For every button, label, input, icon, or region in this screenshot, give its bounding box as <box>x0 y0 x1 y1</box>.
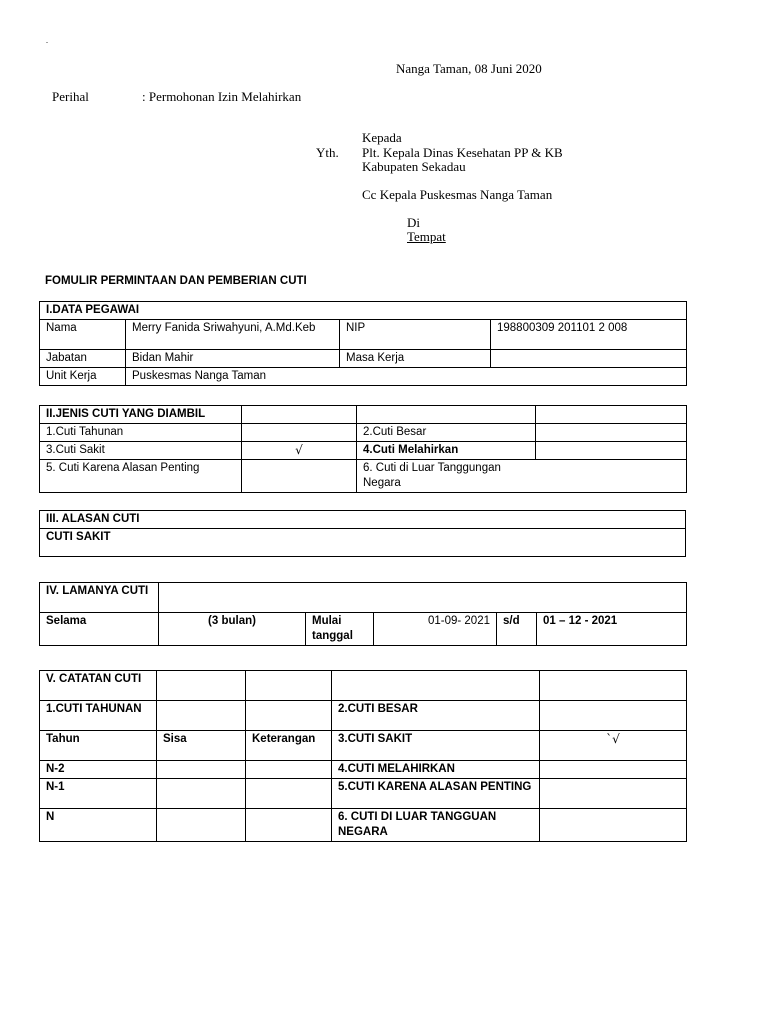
section2-title: II.JENIS CUTI YANG DIAMBIL <box>40 406 242 424</box>
stray-dot: . <box>46 36 48 45</box>
mulai-tanggal-label: Mulai tanggal <box>306 613 374 646</box>
yth-text: Yth. <box>316 145 339 160</box>
empty-cell <box>536 406 687 424</box>
cuti-luar-tanggungan-label: 6. Cuti di Luar Tanggungan Negara <box>357 460 687 493</box>
perihal-label: Perihal <box>52 89 89 104</box>
catatan-sakit-checkmark: `√ <box>540 731 687 761</box>
empty-cell <box>540 809 687 842</box>
cuti-besar-label: 2.Cuti Besar <box>357 424 536 442</box>
di-text: Di <box>407 215 420 230</box>
catatan-sakit-label: 3.CUTI SAKIT <box>332 731 540 761</box>
selama-label: Selama <box>40 613 159 646</box>
form-title: FOMULIR PERMINTAAN DAN PEMBERIAN CUTI <box>45 275 307 287</box>
tanggal-mulai-value: 01-09- 2021 <box>374 613 497 646</box>
section4-title: IV. LAMANYA CUTI <box>40 583 159 613</box>
table-alasan-cuti <box>39 510 686 557</box>
place-date: Nanga Taman, 08 Juni 2020 <box>396 61 542 76</box>
empty-cell <box>246 671 332 701</box>
col-sisa-header: Sisa <box>157 731 246 761</box>
empty-cell <box>540 761 687 779</box>
tempat-text: Tempat <box>407 229 446 244</box>
empty-cell <box>540 671 687 701</box>
empty-cell <box>540 779 687 809</box>
col-keterangan-header: Keterangan <box>246 731 332 761</box>
table-catatan-cuti <box>39 670 687 842</box>
empty-cell <box>246 761 332 779</box>
cuti-besar-mark <box>536 424 687 442</box>
unit-kerja-value: Puskesmas Nanga Taman <box>126 368 687 386</box>
row-n2-label: N-2 <box>40 761 157 779</box>
row-n-label: N <box>40 809 157 842</box>
recipient-line2: Kabupaten Sekadau <box>362 159 466 174</box>
col-tahun-header: Tahun <box>40 731 157 761</box>
recipient-line1: Plt. Kepala Dinas Kesehatan PP & KB <box>362 145 563 160</box>
masa-kerja-value <box>491 350 687 368</box>
empty-cell <box>357 406 536 424</box>
nip-label: NIP <box>340 320 491 350</box>
jabatan-label: Jabatan <box>40 350 126 368</box>
cuti-sakit-label: 3.Cuti Sakit <box>40 442 242 460</box>
catatan-melahirkan-label: 4.CUTI MELAHIRKAN <box>332 761 540 779</box>
empty-cell <box>246 701 332 731</box>
cuti-alasan-penting-mark <box>242 460 357 493</box>
cuti-melahirkan-label: 4.Cuti Melahirkan <box>357 442 536 460</box>
catatan-besar-label: 2.CUTI BESAR <box>332 701 540 731</box>
section1-title: I.DATA PEGAWAI <box>40 302 687 320</box>
cuti-alasan-penting-label: 5. Cuti Karena Alasan Penting <box>40 460 242 493</box>
empty-cell <box>157 671 246 701</box>
empty-cell <box>159 583 687 613</box>
section5-title: V. CATATAN CUTI <box>40 671 157 701</box>
cc-line: Cc Kepala Puskesmas Nanga Taman <box>362 187 553 202</box>
table-lamanya-cuti <box>39 582 687 646</box>
cuti-tahunan-label: 1.Cuti Tahunan <box>40 424 242 442</box>
catatan-tahunan-label: 1.CUTI TAHUNAN <box>40 701 157 731</box>
jabatan-value: Bidan Mahir <box>126 350 340 368</box>
masa-kerja-label: Masa Kerja <box>340 350 491 368</box>
cuti-sakit-checkmark: √ <box>242 442 357 460</box>
cuti-tahunan-mark <box>242 424 357 442</box>
perihal-value: : Permohonan Izin Melahirkan <box>142 89 302 104</box>
table-data-pegawai <box>39 301 687 386</box>
section3-title: III. ALASAN CUTI <box>40 511 686 529</box>
catatan-alasan-penting-label: 5.CUTI KARENA ALASAN PENTING <box>332 779 540 809</box>
empty-cell <box>246 809 332 842</box>
empty-cell <box>246 779 332 809</box>
empty-cell <box>157 701 246 731</box>
row-n1-label: N-1 <box>40 779 157 809</box>
empty-cell <box>157 809 246 842</box>
alasan-cuti-value: CUTI SAKIT <box>40 529 686 557</box>
catatan-luar-tanggungan-label: 6. CUTI DI LUAR TANGGUAN NEGARA <box>332 809 540 842</box>
durasi-value: (3 bulan) <box>159 613 306 646</box>
empty-cell <box>157 779 246 809</box>
nama-value: Merry Fanida Sriwahyuni, A.Md.Keb <box>126 320 340 350</box>
table-jenis-cuti <box>39 405 687 493</box>
catatan-besar-mark <box>540 701 687 731</box>
empty-cell <box>242 406 357 424</box>
tanggal-akhir-value: 01 – 12 - 2021 <box>537 613 687 646</box>
nama-label: Nama <box>40 320 126 350</box>
kepada-text: Kepada <box>362 130 402 145</box>
sd-label: s/d <box>497 613 537 646</box>
cuti-melahirkan-mark <box>536 442 687 460</box>
empty-cell <box>157 761 246 779</box>
empty-cell <box>332 671 540 701</box>
nip-value: 198800309 201101 2 008 <box>491 320 687 350</box>
unit-kerja-label: Unit Kerja <box>40 368 126 386</box>
